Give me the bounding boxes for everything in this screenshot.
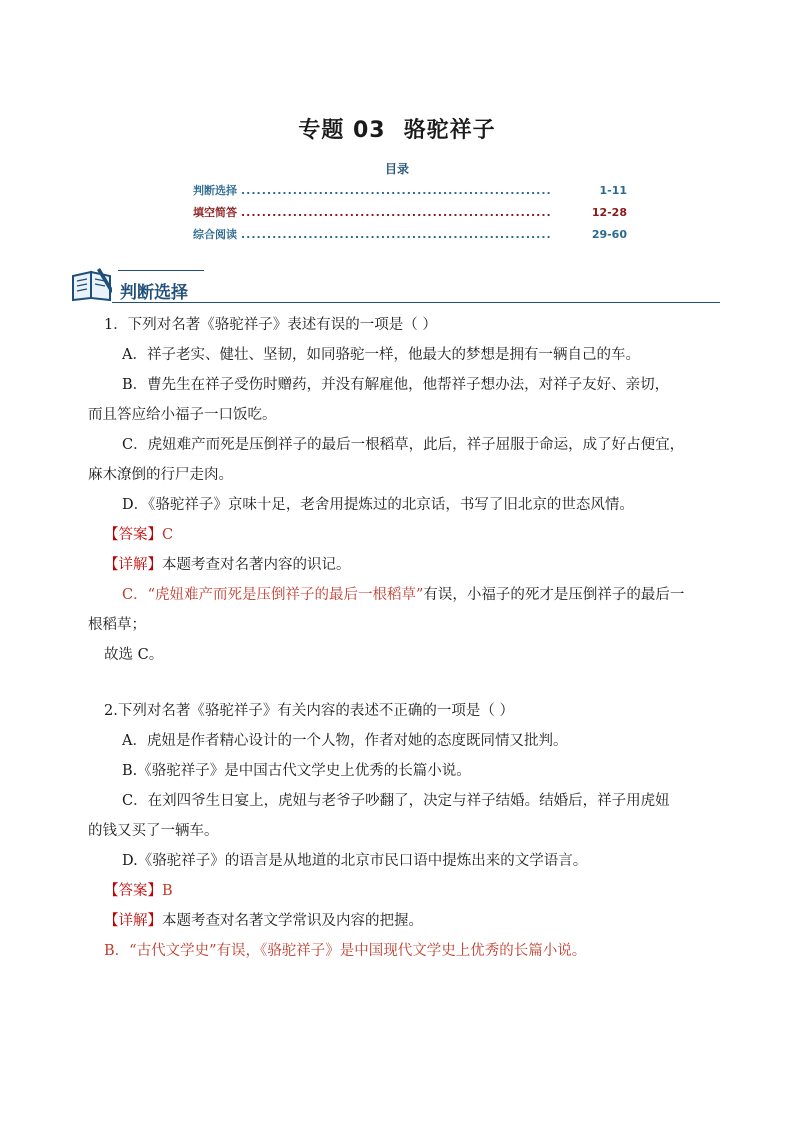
toc-dots: ............................................................ bbox=[241, 228, 552, 241]
toc-entry-pages[interactable]: 12-28 bbox=[591, 206, 627, 219]
q2-stem: 2.下列对名著《骆驼祥子》有关内容的表述不正确的一项是（ ） bbox=[104, 703, 514, 719]
q2-detail bbox=[88, 906, 722, 936]
q2-option-c-line2: 的钱又买了一辆车。 bbox=[88, 823, 219, 839]
q1-option-a: A．祥子老实、健壮、坚韧，如同骆驼一样，他最大的梦想是拥有一辆自己的车。 bbox=[122, 347, 640, 363]
title-sub: 骆驼祥子 bbox=[403, 118, 496, 143]
section-top-rule bbox=[118, 270, 204, 271]
explanation-text: 有误，小福子的死才是压倒祥子的最后一 bbox=[423, 587, 685, 603]
answer-value: C bbox=[162, 527, 174, 543]
q1-option-d: D．《骆驼祥子》京味十足，老舍用提炼过的北京话，书写了旧北京的世态风情。 bbox=[122, 497, 634, 513]
q1-answer bbox=[88, 520, 722, 550]
toc-dots: ............................................................ bbox=[241, 184, 552, 197]
q2-option-c-line1: C．在刘四爷生日宴上，虎妞与老爷子吵翻了，决定与祥子结婚。结婚后，祥子用虎妞 bbox=[122, 793, 670, 809]
q1-explanation-line1 bbox=[88, 580, 722, 610]
q2-explanation bbox=[88, 936, 722, 966]
toc-entry[interactable] bbox=[193, 226, 627, 248]
q2-answer bbox=[88, 876, 722, 906]
toc-heading: 目录 bbox=[384, 162, 409, 176]
question-content bbox=[88, 310, 722, 966]
explanation-text: 有误，《骆驼祥子》是中国现代文学史上优秀的长篇小说。 bbox=[216, 943, 587, 959]
toc-entry[interactable] bbox=[193, 182, 627, 204]
q1-stem: 1．下列对名著《骆驼祥子》表述有误的一项是（ ） bbox=[104, 317, 437, 333]
section-header bbox=[70, 266, 720, 304]
toc-entry-label[interactable]: 填空简答 bbox=[193, 206, 237, 219]
q1-option-c-line2: 麻木潦倒的行尸走肉。 bbox=[88, 467, 233, 483]
table-of-contents bbox=[193, 182, 627, 248]
q1-option-b-line2: 而且答应给小福子一口饭吃。 bbox=[88, 407, 277, 423]
q1-option-b-line1: B．曹先生在祥子受伤时赠药，并没有解雇他，他帮祥子想办法，对祥子友好、亲切， bbox=[122, 377, 670, 393]
answer-tag: 【答案】 bbox=[104, 883, 162, 899]
page-title bbox=[0, 113, 794, 144]
q2-option-b: B.《骆驼祥子》是中国古代文学史上优秀的长篇小说。 bbox=[122, 763, 471, 779]
q1-conclusion: 故选 C。 bbox=[104, 647, 164, 663]
q1-explanation-line2: 根稻草； bbox=[88, 617, 146, 633]
q2-option-a: A．虎妞是作者精心设计的一个人物，作者对她的态度既同情又批判。 bbox=[122, 733, 568, 749]
toc-entry-pages[interactable]: 29-60 bbox=[591, 228, 627, 241]
q2-option-d: D.《骆驼祥子》的语言是从地道的北京市民口语中提炼出来的文学语言。 bbox=[122, 853, 588, 869]
section-title: 判断选择 bbox=[120, 283, 188, 303]
q1-detail bbox=[88, 550, 722, 580]
title-main: 专题 03 bbox=[298, 118, 386, 143]
detail-tag: 【详解】 bbox=[104, 557, 162, 573]
toc-dots: ............................................................ bbox=[241, 206, 552, 219]
explanation-quote: C．“虎妞难产而死是压倒祥子的最后一根稻草” bbox=[122, 587, 424, 603]
toc-entry-pages[interactable]: 1-11 bbox=[599, 184, 627, 197]
answer-tag: 【答案】 bbox=[104, 527, 162, 543]
detail-tag: 【详解】 bbox=[104, 913, 162, 929]
section-underline bbox=[112, 302, 720, 303]
toc-entry-label[interactable]: 判断选择 bbox=[193, 184, 237, 197]
toc-entry[interactable] bbox=[193, 204, 627, 226]
book-icon bbox=[70, 266, 116, 302]
explanation-quote: B．“古代文学史” bbox=[104, 943, 217, 959]
toc-entry-label[interactable]: 综合阅读 bbox=[193, 228, 237, 241]
answer-value: B bbox=[162, 883, 173, 899]
detail-text: 本题考查对名著内容的识记。 bbox=[162, 557, 351, 573]
q1-option-c-line1: C．虎妞难产而死是压倒祥子的最后一根稻草，此后，祥子屈服于命运，成了好占便宜， bbox=[122, 437, 685, 453]
detail-text: 本题考查对名著文学常识及内容的把握。 bbox=[162, 913, 423, 929]
